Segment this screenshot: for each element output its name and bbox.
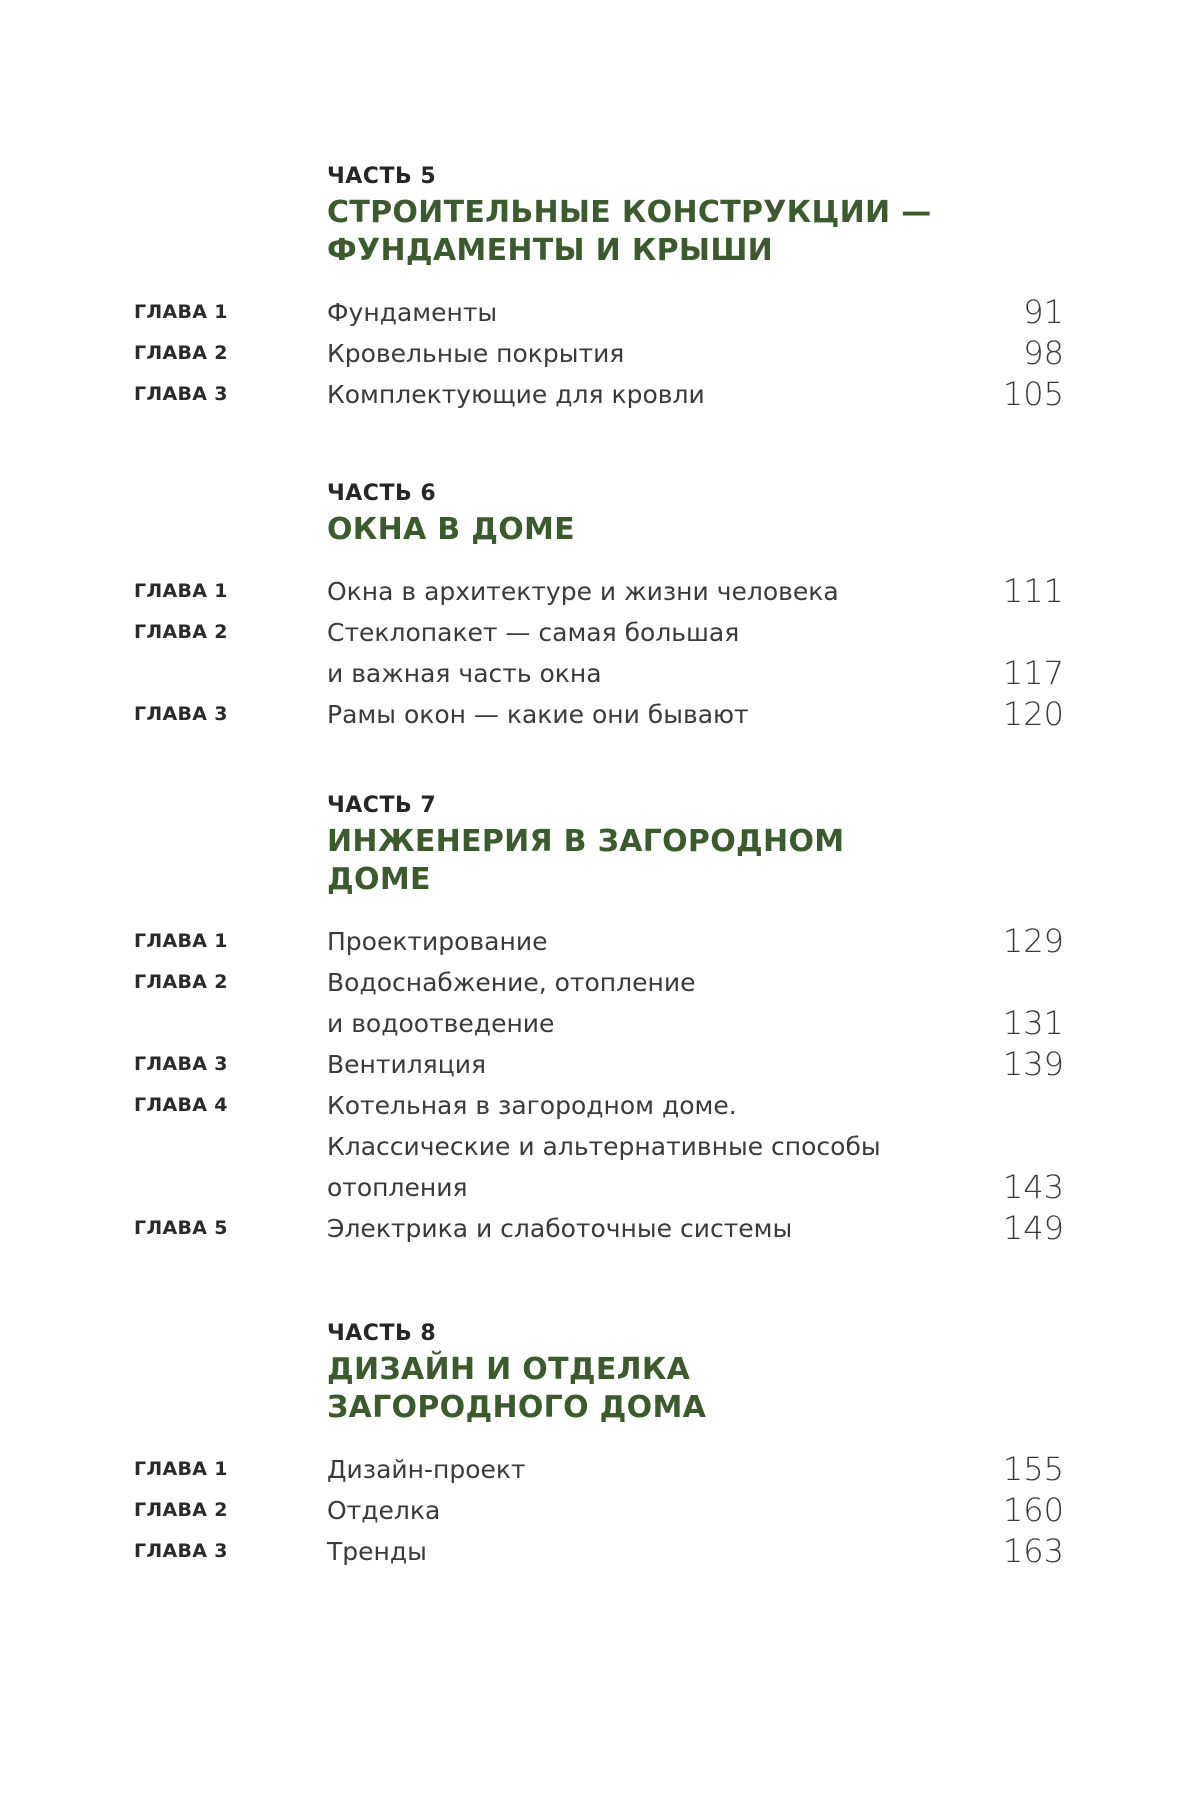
chapter-row[interactable]	[134, 1449, 1064, 1490]
chapter-page-number: 131	[1002, 1004, 1064, 1042]
part-header	[327, 162, 1064, 270]
chapter-title	[327, 1449, 964, 1490]
chapter-title	[327, 1531, 964, 1572]
part-title-line: ДИЗАЙН И ОТДЕЛКА	[327, 1352, 691, 1387]
chapter-label: ГЛАВА 1	[134, 930, 228, 952]
chapter-label: ГЛАВА 1	[134, 1458, 228, 1480]
chapter-row[interactable]	[134, 1531, 1064, 1572]
chapter-list	[134, 571, 1064, 735]
part-title-line: ДОМЕ	[327, 862, 431, 897]
part-7	[134, 791, 1064, 1249]
chapter-page-number: 160	[1002, 1491, 1064, 1529]
chapter-page-number: 155	[1002, 1450, 1064, 1488]
chapter-row[interactable]	[134, 1208, 1064, 1249]
chapter-title-line: Классические и альтернативные способы	[327, 1132, 881, 1161]
part-title-line: СТРОИТЕЛЬНЫЕ КОНСТРУКЦИИ —	[327, 195, 932, 230]
chapter-row[interactable]	[134, 921, 1064, 962]
chapter-title-line: Котельная в загородном доме.	[327, 1091, 737, 1120]
chapter-page-number: 143	[1002, 1168, 1064, 1206]
chapter-row[interactable]	[134, 612, 1064, 694]
part-title	[327, 1351, 1064, 1427]
part-title-line: ЗАГОРОДНОГО ДОМА	[327, 1390, 707, 1425]
chapter-label: ГЛАВА 3	[134, 1540, 228, 1562]
chapter-page-number: 111	[1002, 572, 1064, 610]
chapter-title-line: и важная часть окна	[327, 659, 602, 688]
chapter-title	[327, 1208, 964, 1249]
part-label: ЧАСТЬ 7	[327, 793, 437, 818]
chapter-label: ГЛАВА 3	[134, 383, 228, 405]
chapter-page-number: 105	[1002, 375, 1064, 413]
part-title-line: ФУНДАМЕНТЫ И КРЫШИ	[327, 233, 774, 268]
chapter-title-line: Тренды	[327, 1537, 427, 1566]
chapter-title-line: Окна в архитектуре и жизни человека	[327, 577, 839, 606]
chapter-list	[134, 1449, 1064, 1572]
part-title	[327, 823, 1064, 899]
part-title-line: ОКНА В ДОМЕ	[327, 512, 575, 547]
chapter-label: ГЛАВА 2	[134, 971, 228, 993]
chapter-title-line: Стеклопакет — самая большая	[327, 618, 740, 647]
chapter-row[interactable]	[134, 333, 1064, 374]
part-label: ЧАСТЬ 5	[327, 164, 437, 189]
chapter-page-number: 120	[1002, 695, 1064, 733]
chapter-title-line: Отделка	[327, 1496, 441, 1525]
chapter-page-number: 98	[1023, 334, 1064, 372]
chapter-title-line: Вентиляция	[327, 1050, 487, 1079]
part-6	[134, 479, 1064, 735]
chapter-row[interactable]	[134, 1044, 1064, 1085]
chapter-title	[327, 1085, 964, 1208]
part-header	[327, 479, 1064, 549]
part-header	[327, 1319, 1064, 1427]
chapter-title-line: Проектирование	[327, 927, 548, 956]
chapter-title	[327, 962, 964, 1044]
part-title	[327, 194, 1064, 270]
chapter-label: ГЛАВА 1	[134, 301, 228, 323]
chapter-title-line: Электрика и слаботочные системы	[327, 1214, 793, 1243]
chapter-row[interactable]	[134, 571, 1064, 612]
part-label: ЧАСТЬ 6	[327, 481, 437, 506]
chapter-label: ГЛАВА 3	[134, 1053, 228, 1075]
chapter-title-line: Рамы окон — какие они бывают	[327, 700, 749, 729]
chapter-title	[327, 612, 964, 694]
chapter-title-line: отопления	[327, 1173, 468, 1202]
part-label: ЧАСТЬ 8	[327, 1321, 437, 1346]
chapter-title	[327, 333, 964, 374]
chapter-label: ГЛАВА 2	[134, 342, 228, 364]
chapter-title-line: и водоотведение	[327, 1009, 555, 1038]
chapter-row[interactable]	[134, 694, 1064, 735]
part-5	[134, 162, 1064, 415]
chapter-label: ГЛАВА 2	[134, 1499, 228, 1521]
part-title	[327, 511, 1064, 549]
chapter-title-line: Кровельные покрытия	[327, 339, 625, 368]
chapter-row[interactable]	[134, 374, 1064, 415]
chapter-title-line: Комплектующие для кровли	[327, 380, 705, 409]
chapter-label: ГЛАВА 2	[134, 621, 228, 643]
chapter-row[interactable]	[134, 962, 1064, 1044]
chapter-label: ГЛАВА 3	[134, 703, 228, 725]
part-title-line: ИНЖЕНЕРИЯ В ЗАГОРОДНОМ	[327, 824, 845, 859]
chapter-title	[327, 571, 964, 612]
chapter-title-line: Водоснабжение, отопление	[327, 968, 696, 997]
chapter-page-number: 129	[1002, 922, 1064, 960]
chapter-label: ГЛАВА 4	[134, 1094, 228, 1116]
chapter-title	[327, 292, 964, 333]
chapter-title	[327, 1044, 964, 1085]
chapter-title	[327, 694, 964, 735]
chapter-title-line: Дизайн-проект	[327, 1455, 526, 1484]
chapter-list	[134, 921, 1064, 1249]
chapter-title	[327, 1490, 964, 1531]
part-8	[134, 1319, 1064, 1572]
chapter-page-number: 139	[1002, 1045, 1064, 1083]
chapter-list	[134, 292, 1064, 415]
chapter-page-number: 163	[1002, 1532, 1064, 1570]
chapter-row[interactable]	[134, 1085, 1064, 1208]
chapter-page-number: 117	[1002, 654, 1064, 692]
chapter-label: ГЛАВА 5	[134, 1217, 228, 1239]
chapter-title	[327, 921, 964, 962]
chapter-page-number: 91	[1023, 293, 1064, 331]
chapter-page-number: 149	[1002, 1209, 1064, 1247]
chapter-label: ГЛАВА 1	[134, 580, 228, 602]
chapter-title	[327, 374, 964, 415]
chapter-title-line: Фундаменты	[327, 298, 498, 327]
chapter-row[interactable]	[134, 1490, 1064, 1531]
part-header	[327, 791, 1064, 899]
chapter-row[interactable]	[134, 292, 1064, 333]
